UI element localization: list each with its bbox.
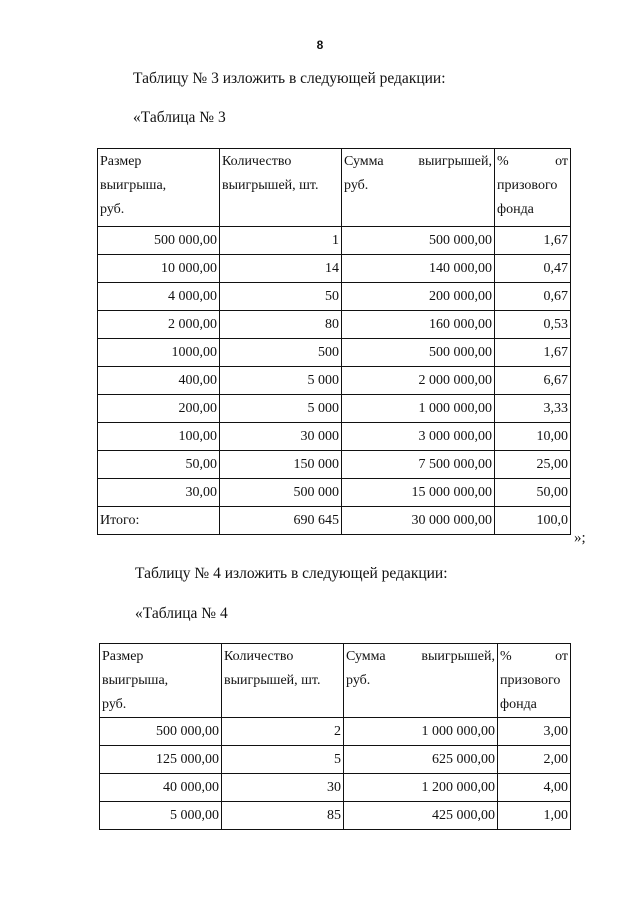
cell-prize-sum: 200 000,00 xyxy=(342,283,495,311)
cell-prize-size: 500 000,00 xyxy=(100,718,222,746)
table-header-row xyxy=(98,149,571,227)
cell-prize-size: 10 000,00 xyxy=(98,255,220,283)
cell-prize-percent: 1,67 xyxy=(495,339,571,367)
total-count: 690 645 xyxy=(220,507,342,535)
cell-prize-sum: 1 000 000,00 xyxy=(344,718,498,746)
cell-prize-percent: 10,00 xyxy=(495,423,571,451)
cell-prize-size: 125 000,00 xyxy=(100,746,222,774)
cell-prize-count: 150 000 xyxy=(220,451,342,479)
cell-prize-size: 500 000,00 xyxy=(98,227,220,255)
cell-prize-count: 30 000 xyxy=(220,423,342,451)
table-row xyxy=(98,451,571,479)
table4-caption: «Таблица № 4 xyxy=(135,605,228,622)
cell-prize-sum: 1 000 000,00 xyxy=(342,395,495,423)
cell-prize-percent: 3,00 xyxy=(498,718,571,746)
table-row xyxy=(98,311,571,339)
page-number: 8 xyxy=(316,38,324,52)
cell-prize-sum: 625 000,00 xyxy=(344,746,498,774)
header-prize-sum: Сумма выигрышей, руб. xyxy=(342,149,495,227)
cell-prize-sum: 7 500 000,00 xyxy=(342,451,495,479)
header-prize-size: Размер выигрыша, руб. xyxy=(100,644,222,718)
header-prize-fund-percent: % от призового фонда xyxy=(498,644,571,718)
cell-prize-count: 5 000 xyxy=(220,367,342,395)
cell-prize-sum: 140 000,00 xyxy=(342,255,495,283)
table-row xyxy=(98,283,571,311)
table-row xyxy=(98,227,571,255)
cell-prize-count: 80 xyxy=(220,311,342,339)
cell-prize-percent: 1,67 xyxy=(495,227,571,255)
cell-prize-percent: 50,00 xyxy=(495,479,571,507)
cell-prize-count: 2 xyxy=(222,718,344,746)
cell-prize-size: 40 000,00 xyxy=(100,774,222,802)
cell-prize-percent: 25,00 xyxy=(495,451,571,479)
cell-prize-size: 1000,00 xyxy=(98,339,220,367)
cell-prize-percent: 0,67 xyxy=(495,283,571,311)
cell-prize-sum: 2 000 000,00 xyxy=(342,367,495,395)
cell-prize-percent: 3,33 xyxy=(495,395,571,423)
table-row xyxy=(98,395,571,423)
cell-prize-count: 5 000 xyxy=(220,395,342,423)
cell-prize-size: 30,00 xyxy=(98,479,220,507)
table3-intro: Таблицу № 3 изложить в следующей редакции: xyxy=(133,70,446,87)
cell-prize-percent: 0,47 xyxy=(495,255,571,283)
table-row xyxy=(98,367,571,395)
cell-prize-percent: 2,00 xyxy=(498,746,571,774)
cell-prize-count: 30 xyxy=(222,774,344,802)
table-row xyxy=(98,339,571,367)
header-prize-size: Размер выигрыша, руб. xyxy=(98,149,220,227)
cell-prize-size: 200,00 xyxy=(98,395,220,423)
cell-prize-count: 14 xyxy=(220,255,342,283)
cell-prize-sum: 500 000,00 xyxy=(342,227,495,255)
total-percent: 100,0 xyxy=(495,507,571,535)
table-total-row xyxy=(98,507,571,535)
cell-prize-sum: 425 000,00 xyxy=(344,802,498,830)
cell-prize-sum: 15 000 000,00 xyxy=(342,479,495,507)
cell-prize-sum: 1 200 000,00 xyxy=(344,774,498,802)
cell-prize-size: 100,00 xyxy=(98,423,220,451)
cell-prize-percent: 0,53 xyxy=(495,311,571,339)
cell-prize-count: 500 000 xyxy=(220,479,342,507)
table4-intro: Таблицу № 4 изложить в следующей редакции: xyxy=(135,565,448,582)
table-row xyxy=(98,255,571,283)
table-row xyxy=(100,746,571,774)
cell-prize-count: 50 xyxy=(220,283,342,311)
table-row xyxy=(98,479,571,507)
cell-prize-size: 2 000,00 xyxy=(98,311,220,339)
table3-caption: «Таблица № 3 xyxy=(133,109,226,126)
prize-table-4 xyxy=(99,643,571,830)
total-label: Итого: xyxy=(98,507,220,535)
cell-prize-percent: 4,00 xyxy=(498,774,571,802)
table-row xyxy=(100,774,571,802)
cell-prize-size: 5 000,00 xyxy=(100,802,222,830)
cell-prize-size: 50,00 xyxy=(98,451,220,479)
header-prize-sum: Сумма выигрышей, руб. xyxy=(344,644,498,718)
total-sum: 30 000 000,00 xyxy=(342,507,495,535)
table-row xyxy=(100,802,571,830)
cell-prize-count: 1 xyxy=(220,227,342,255)
cell-prize-size: 400,00 xyxy=(98,367,220,395)
cell-prize-count: 5 xyxy=(222,746,344,774)
header-prize-fund-percent: % от призового фонда xyxy=(495,149,571,227)
cell-prize-sum: 500 000,00 xyxy=(342,339,495,367)
prize-table-3 xyxy=(97,148,571,535)
header-prize-count: Количество выигрышей, шт. xyxy=(220,149,342,227)
table-row xyxy=(98,423,571,451)
cell-prize-percent: 1,00 xyxy=(498,802,571,830)
cell-prize-sum: 160 000,00 xyxy=(342,311,495,339)
closing-quote-mark: »; xyxy=(574,530,586,546)
cell-prize-sum: 3 000 000,00 xyxy=(342,423,495,451)
cell-prize-percent: 6,67 xyxy=(495,367,571,395)
cell-prize-count: 500 xyxy=(220,339,342,367)
table-row xyxy=(100,718,571,746)
table-header-row xyxy=(100,644,571,718)
cell-prize-count: 85 xyxy=(222,802,344,830)
header-prize-count: Количество выигрышей, шт. xyxy=(222,644,344,718)
cell-prize-size: 4 000,00 xyxy=(98,283,220,311)
